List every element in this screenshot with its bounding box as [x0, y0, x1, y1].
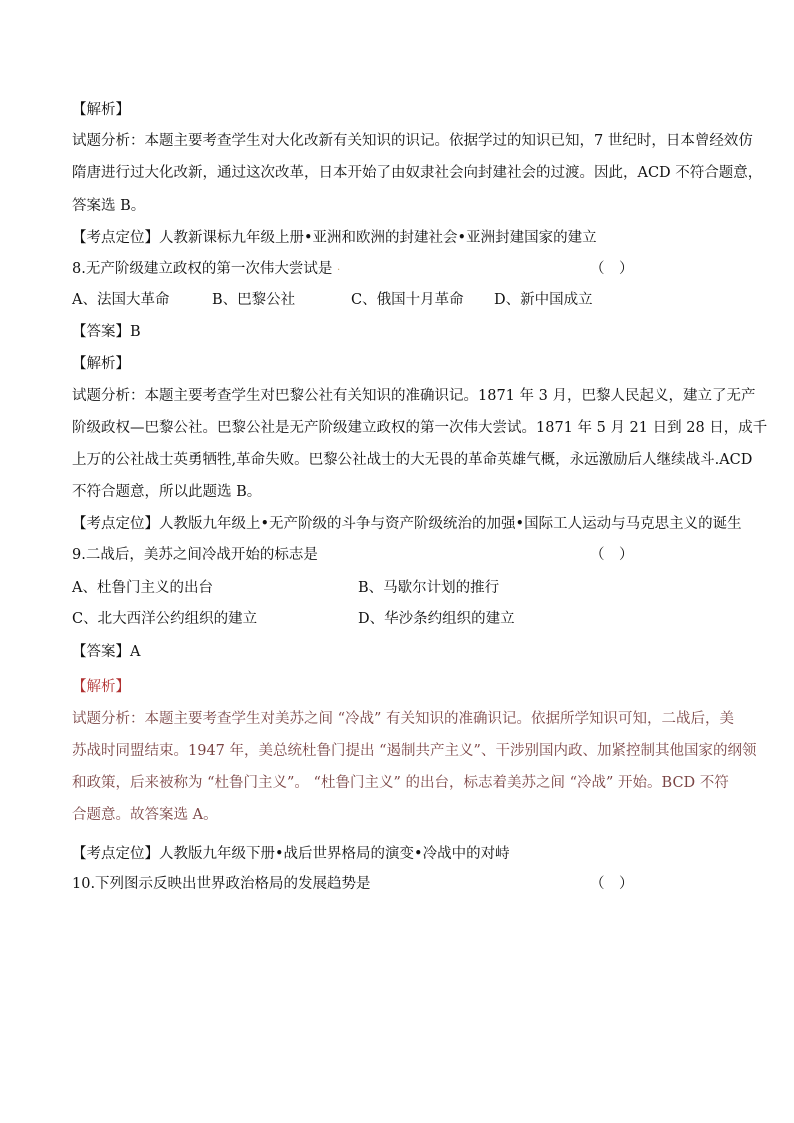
- question-10-text: 10.下列图示反映出世界政治格局的发展趋势是: [72, 876, 371, 892]
- answer-paren-q8: （ ）: [590, 261, 634, 277]
- analysis-line: 试题分析：本题主要考查学生对美苏之间 “冷战” 有关知识的准确识记。依据所学知识可知，二战后，美: [72, 711, 735, 727]
- analysis-heading-q9: 【解析】: [72, 679, 130, 695]
- option-a-q8: A、法国大革命: [72, 292, 170, 308]
- analysis-heading-q7: 【解析】: [72, 102, 130, 118]
- question-9-text: 9.二战后，美苏之间冷战开始的标志是: [72, 547, 318, 563]
- option-b-q9: B、马歇尔计划的推行: [358, 580, 500, 596]
- kaodian-q7: 【考点定位】人教新课标九年级上册•亚洲和欧洲的封建社会•亚洲封建国家的建立: [72, 230, 597, 246]
- kaodian-q9: 【考点定位】人教版九年级下册•战后世界格局的演变•冷战中的对峙: [72, 846, 510, 862]
- analysis-line: 合题意。故答案选 A。: [72, 807, 218, 823]
- analysis-line: 试题分析：本题主要考查学生对巴黎公社有关知识的准确识记。1871 年 3 月，巴黎人民起义，建立了无产: [72, 388, 756, 404]
- option-c-q8: C、俄国十月革命: [351, 292, 464, 308]
- analysis-heading-q8: 【解析】: [72, 356, 130, 372]
- option-d-q9: D、华沙条约组织的建立: [358, 611, 515, 627]
- analysis-line: 不符合题意，所以此题选 B。: [72, 484, 262, 500]
- stray-dot: .: [337, 262, 341, 273]
- answer-q9: 【答案】A: [72, 644, 141, 660]
- analysis-line: 和政策，后来被称为 “杜鲁门主义”。 “杜鲁门主义” 的出台，标志着美苏之间 “冷战” 开始。BCD 不符: [72, 775, 729, 791]
- analysis-line: 阶级政权—巴黎公社。巴黎公社是无产阶级建立政权的第一次伟大尝试。1871 年 5 月 21 日到 28 日，成千: [72, 420, 768, 436]
- analysis-line: 答案选 B。: [72, 198, 146, 214]
- option-b-q8: B、巴黎公社: [212, 292, 296, 308]
- answer-paren-q10: （ ）: [590, 876, 634, 892]
- answer-paren-q9: （ ）: [590, 547, 634, 563]
- question-8: [72, 259, 332, 279]
- answer-q8: 【答案】B: [72, 324, 141, 340]
- kaodian-q8: 【考点定位】人教版九年级上•无产阶级的斗争与资产阶级统治的加强•国际工人运动与马克思主义的诞生: [72, 516, 742, 532]
- analysis-line: 试题分析：本题主要考查学生对大化改新有关知识的识记。依据学过的知识已知，7 世纪时，日本曾经效仿: [72, 133, 753, 149]
- option-c-q9: C、北大西洋公约组织的建立: [72, 611, 258, 627]
- option-d-q8: D、新中国成立: [494, 292, 593, 308]
- option-a-q9: A、杜鲁门主义的出台: [72, 580, 213, 596]
- question-8-text: 8.无产阶级建立政权的第一次伟大尝试是: [72, 261, 333, 277]
- analysis-line: 隋唐进行过大化改新，通过这次改革，日本开始了由奴隶社会向封建社会的过渡。因此，ACD 不符合题意，: [72, 165, 763, 181]
- analysis-line: 上万的公社战士英勇牺牲,革命失败。巴黎公社战士的大无畏的革命英雄气概，永远激励后人继续战斗.ACD: [72, 452, 753, 468]
- analysis-line: 苏战时同盟结束。1947 年，美总统杜鲁门提出 “遏制共产主义”、干涉别国内政、加紧控制其他国家的纲领: [72, 743, 757, 759]
